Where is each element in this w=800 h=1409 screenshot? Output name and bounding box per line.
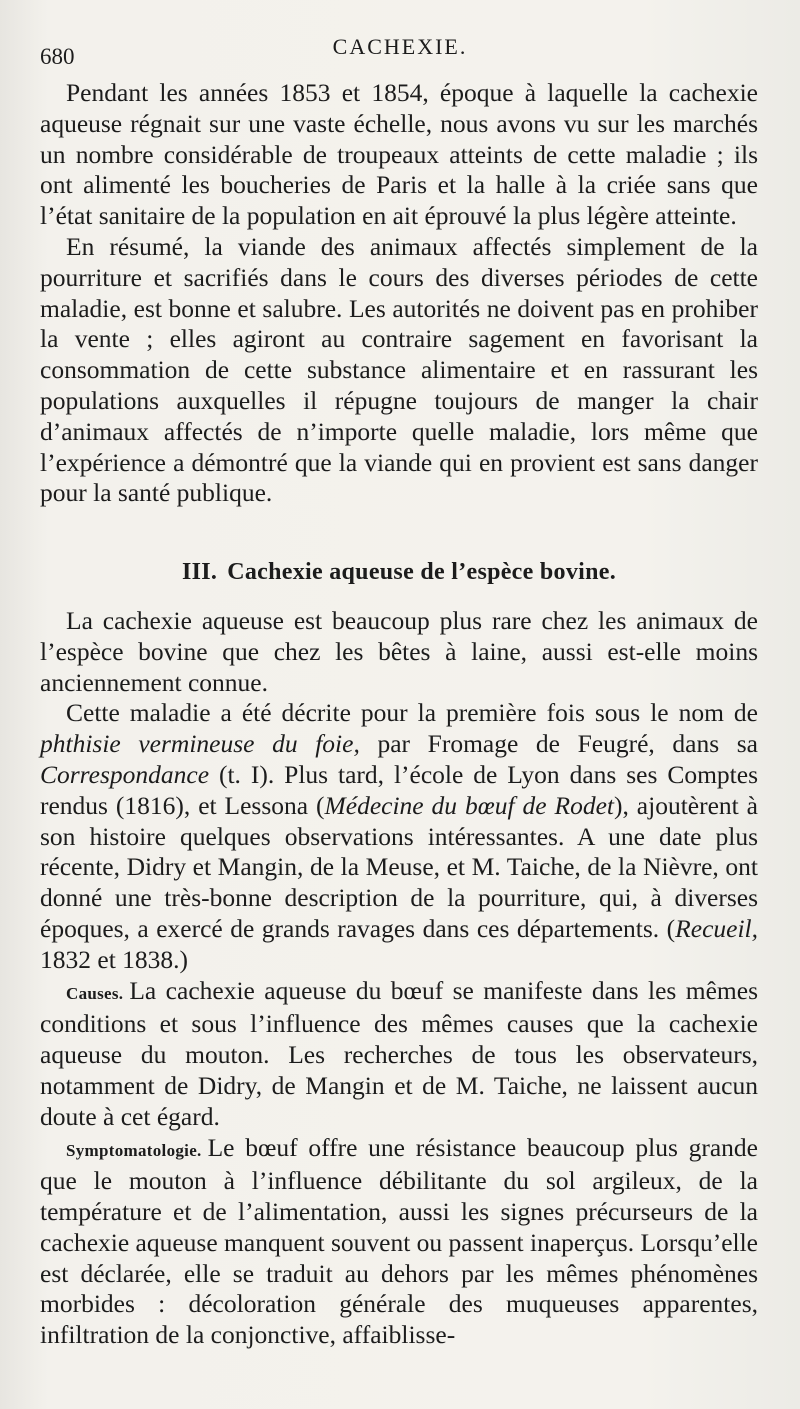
symptom-heading: Symptomatologie.: [66, 1140, 202, 1160]
section-number: III.: [182, 559, 218, 586]
history-italic-4: Recueil,: [675, 913, 758, 943]
page-number: 680: [40, 44, 75, 69]
history-text-1: Cette maladie a été décrite pour la première fois sous le nom de: [66, 698, 758, 728]
paragraph-causes: [40, 976, 758, 1133]
running-head: [40, 28, 760, 68]
paragraph-rarity: La cachexie aqueuse est beaucoup plus rare chez les animaux de l’espèce bovine que chez les bêtes à laine, aussi est-elle moins anciennement connue.: [40, 605, 758, 697]
section-heading: [40, 557, 758, 588]
history-text-4: ), ajoutèrent à son histoire quelques observations intéressantes. A une date plus récente, Didry et Mangin, de la Meuse, et M. Taiche, de la Nièvre, ont donné une très-bonne description de la pourriture, qui, à diverses époques, a exercé de grands ravages dans ces départements. (: [40, 790, 758, 943]
causes-text: La cachexie aqueuse du bœuf se manifeste dans les mêmes conditions et sous l’influence des mêmes causes que la cachexie aqueuse du mouton. Les recherches de tous les observateurs, notamment de Didry, de Mangin et de M. Taiche, ne laissent aucun doute à cet égard.: [40, 975, 758, 1131]
history-text-5: 1832 et 1838.): [40, 944, 189, 974]
history-text-2: par Fromage de Feugré, dans sa: [359, 729, 758, 759]
history-text-3: (t. I). Plus tard, l’école de Lyon dans ses Comptes rendus (1816), et Lessona (: [40, 759, 758, 820]
paragraph-history: [40, 698, 758, 975]
section-title: Cachexie aqueuse de l’espèce bovine.: [227, 559, 616, 586]
paragraph-markets: Pendant les années 1853 et 1854, époque à laquelle la cachexie aqueuse régnait sur une vaste échelle, nous avons vu sur les marchés un nombre considérable de troupeaux atteints de cette maladie ; ils ont alimenté les boucheries de Paris et la halle à la criée sans que l’état sanitaire de la population en ait éprouvé la plus légère atteinte.: [40, 78, 758, 231]
body-text: [40, 78, 758, 1351]
symptom-text: Le bœuf offre une résistance beaucoup plus grande que le mouton à l’influence débilitante du sol argileux, de la température et de l’alimentation, aussi les signes précurseurs de la cachexie aqueuse manquent souvent ou passent inaperçus. Lorsqu’elle est déclarée, elle se traduit au dehors par les mêmes phénomènes morbides : décoloration générale des muqueuses apparentes, infiltration de la conjonctive, affaiblisse-: [40, 1132, 758, 1350]
causes-heading: Causes.: [66, 983, 124, 1003]
section-spacer: [40, 509, 758, 557]
history-italic-1: phthisie vermineuse du foie,: [40, 729, 360, 759]
paragraph-symptoms: [40, 1133, 758, 1352]
running-title: CACHEXIE.: [332, 34, 468, 59]
history-italic-2: Correspondance: [40, 759, 210, 789]
history-italic-3: Médecine du bœuf de Rodet: [324, 790, 614, 820]
paragraph-summary: En résumé, la viande des animaux affectés simplement de la pourriture et sacrifiés dans le cours des diverses périodes de cette maladie, est bonne et salubre. Les autorités ne doivent pas en prohiber la vente ; elles agiront au contraire sagement en favorisant la consommation de cette substance alimentaire et en rassurant les populations auxquelles il répugne toujours de manger la chair d’animaux affectés de n’importe quelle maladie, lors même que l’expérience a démontré que la viande qui en provient est sans danger pour la santé publique.: [40, 231, 758, 508]
